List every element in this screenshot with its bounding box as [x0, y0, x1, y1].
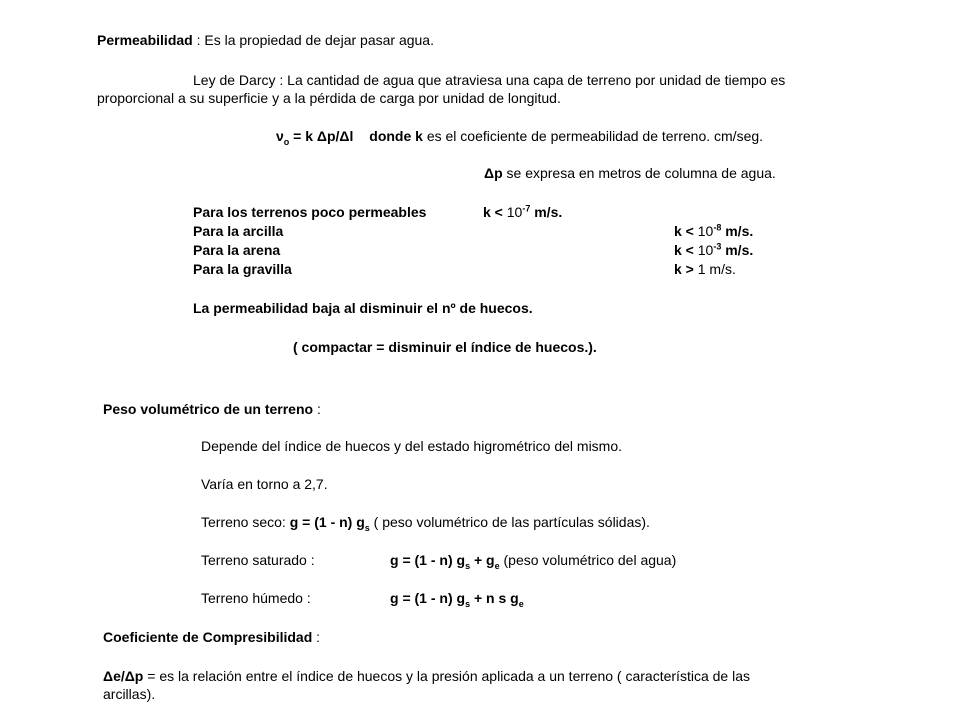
permeabilidad-note-2: ( compactar = disminuir el índice de huecos.). [293, 339, 597, 355]
dp-line [484, 165, 776, 182]
formula-rest: = k Δp/Δl [289, 128, 354, 144]
formula-donde: donde k [369, 128, 423, 144]
k-unit: m/s. [721, 223, 754, 239]
seco-sub: s [364, 522, 370, 533]
darcy-formula-line [276, 128, 763, 145]
terreno-humedo-formula [390, 590, 524, 607]
peso-line-1: Depende del índice de huecos y del estado higrométrico del mismo. [201, 438, 623, 454]
k-prefix: k < [483, 204, 507, 220]
formula-nu-sub: o [283, 136, 290, 147]
sat-sub-1: s [465, 560, 471, 571]
k-prefix: k < [674, 223, 698, 239]
material-name: Para la arena [193, 242, 281, 258]
k-exponent: -3 [713, 241, 722, 252]
sat-desc: (peso volumétrico del agua) [499, 552, 677, 568]
darcy-line-2: proporcional a su superficie y a la pérdida de carga por unidad de longitud. [97, 90, 561, 106]
compresibilidad-heading: Coeficiente de Compresibilidad [103, 629, 313, 645]
seco-formula: g = (1 - n) g [289, 514, 365, 530]
hum-sub-2: e [518, 598, 524, 609]
k-base: 1 m/s. [697, 261, 736, 277]
sat-formula: g = (1 - n) g [390, 552, 466, 568]
permeabilidad-heading-line [97, 32, 434, 49]
permeabilidad-heading-sep: : [192, 32, 205, 48]
terreno-seco-line [201, 514, 650, 531]
compresibilidad-heading-sep: : [312, 629, 321, 645]
compresibilidad-desc-1: = es la relación entre el índice de huecos y la presión aplicada a un terreno ( característica de las [143, 668, 750, 684]
material-k [674, 261, 736, 278]
formula-desc: es el coeficiente de permeabilidad de terreno. cm/seg. [422, 128, 764, 144]
k-base: 10 [697, 242, 714, 258]
sat-plus: + g [470, 552, 495, 568]
darcy-line-1: Ley de Darcy : La cantidad de agua que atraviesa una capa de terreno por unidad de tiempo es [193, 72, 786, 88]
material-name: Para la gravilla [193, 261, 292, 277]
permeabilidad-definition: Es la propiedad de dejar pasar agua. [204, 32, 434, 48]
compresibilidad-heading-line [103, 629, 320, 646]
k-exponent: -7 [522, 203, 531, 214]
compresibilidad-line-2: arcillas). [103, 686, 156, 702]
hum-sub-1: s [465, 598, 471, 609]
material-k [483, 204, 562, 221]
terreno-humedo-label: Terreno húmedo : [201, 590, 311, 606]
permeabilidad-heading: Permeabilidad [97, 32, 193, 48]
seco-label: Terreno seco: [201, 514, 290, 530]
compresibilidad-formula: Δe/Δp [103, 668, 144, 684]
formula-nu: ν [276, 128, 284, 144]
peso-heading-line [103, 401, 321, 418]
k-base: 10 [506, 204, 523, 220]
terreno-saturado-formula [390, 552, 676, 569]
dp-symbol: Δp [484, 165, 503, 181]
dp-desc: se expresa en metros de columna de agua. [502, 165, 776, 181]
peso-heading-sep: : [313, 401, 321, 417]
k-unit: m/s. [530, 204, 563, 220]
k-prefix: k < [674, 242, 698, 258]
hum-formula: g = (1 - n) g [390, 590, 466, 606]
material-k [674, 223, 753, 240]
k-prefix: k > [674, 261, 698, 277]
seco-desc: ( peso volumétrico de las partículas sólidas). [369, 514, 650, 530]
material-k [674, 242, 753, 259]
k-exponent: -8 [713, 222, 722, 233]
terreno-saturado-label: Terreno saturado : [201, 552, 315, 568]
compresibilidad-line-1 [103, 668, 750, 685]
material-name: Para la arcilla [193, 223, 284, 239]
k-unit: m/s. [721, 242, 754, 258]
k-base: 10 [697, 223, 714, 239]
peso-heading: Peso volumétrico de un terreno [103, 401, 314, 417]
sat-sub-2: e [494, 560, 500, 571]
permeabilidad-note: La permeabilidad baja al disminuir el nº de huecos. [193, 300, 533, 316]
hum-plus: + n s g [470, 590, 519, 606]
material-name: Para los terrenos poco permeables [193, 204, 427, 220]
peso-line-2: Varía en torno a 2,7. [201, 476, 328, 492]
